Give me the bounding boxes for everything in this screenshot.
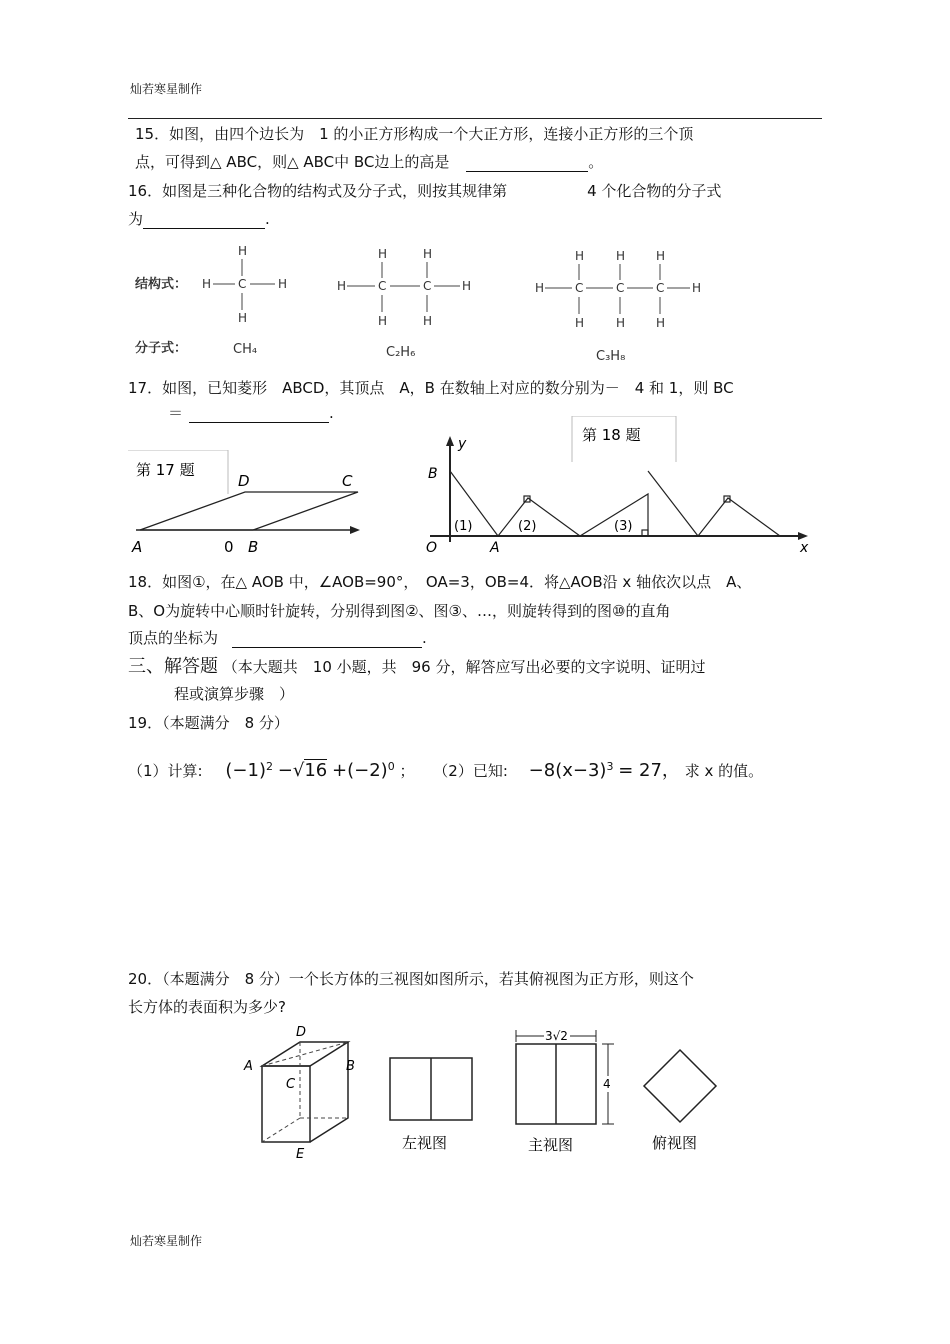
q17-eq: ＝ [168, 404, 184, 422]
q16-line1 [128, 181, 721, 201]
q18-text: 顶点的坐标为 [128, 629, 219, 647]
q19-expr2b: = 27， [618, 760, 680, 781]
cube-c-label: C [286, 1077, 296, 1092]
left-view-label: 左视图 [402, 1134, 448, 1152]
origin-label: O [426, 540, 438, 556]
q19-expr1: (−1) [225, 760, 266, 781]
cuboid [262, 1042, 348, 1142]
q19-exp2: 2 [265, 760, 273, 773]
q17-line2 [168, 403, 334, 423]
q19-radicand: 16 [304, 760, 328, 781]
q16-wei: 为 [128, 210, 144, 228]
q19-exp3: 3 [606, 760, 614, 773]
atom-c: C [616, 281, 625, 295]
q15-line2 [135, 152, 603, 172]
atom-h: H [575, 316, 585, 330]
q15-line1: 15．如图，由四个边长为 1 的小正方形构成一个大正方形，连接小正方形的三个顶 [135, 125, 694, 143]
atom-h: H [423, 247, 433, 261]
atom-h: H [423, 314, 433, 328]
fig17-caption: 第 17 题 [136, 461, 195, 479]
atom-h: H [656, 316, 666, 330]
q15-text: 点，可得到△ ABC，则△ ABC中 BC边上的高是 [135, 153, 450, 171]
top-view-square [644, 1050, 716, 1122]
front-view-label: 主视图 [528, 1136, 574, 1154]
q18-line1: 18．如图①，在△ AOB 中，∠AOB=90°， OA=3，OB=4．将△AOB沿 x 轴依次以点 A、 [128, 573, 752, 591]
q20-line1: 20．（本题满分 8 分）一个长方体的三视图如图所示，若其俯视图为正方形，则这个 [128, 970, 694, 988]
header-rule [128, 118, 822, 119]
atom-c: C [378, 279, 387, 293]
x-label: x [800, 540, 809, 556]
point-d-label: D [238, 472, 250, 490]
atom-h: H [616, 249, 626, 263]
chem-figure [130, 240, 730, 368]
footer-maker: 灿若寒星制作 [130, 1234, 203, 1248]
q20-line2: 长方体的表面积为多少? [128, 998, 286, 1016]
q17-end: . [329, 404, 334, 422]
point-a-label: A [132, 538, 143, 556]
formula-c2h6: C₂H₆ [386, 345, 416, 360]
q17-line1: 17．如图，已知菱形 ABCD，其顶点 A，B 在数轴上对应的数分别为－ 4 和 1，则 BC [128, 379, 734, 397]
q16-text-b: 4 个化合物的分子式 [587, 182, 722, 200]
atom-h: H [202, 277, 212, 291]
q19-exp0: 0 [387, 760, 395, 773]
q18-line2: B、O为旋转中心顺时针旋转，分别得到图②、图③、…，则旋转得到的图⑩的直角 [128, 602, 671, 620]
point-b-label: B [428, 466, 438, 482]
rhombus-abcd [140, 492, 358, 530]
q19-minus: − [277, 760, 293, 781]
q16-line2 [128, 209, 270, 229]
q16-end: . [265, 210, 270, 228]
q15-end: 。 [588, 153, 604, 171]
q19-expr2: −8(x−3) [528, 760, 607, 781]
atom-h: H [278, 277, 288, 291]
q17-answer-blank [189, 406, 329, 423]
triangle-3-label: (3) [614, 519, 633, 534]
sqrt-icon: √ [292, 760, 305, 781]
axis-arrow [350, 526, 360, 534]
cube-a-label: A [244, 1059, 253, 1074]
section3-title: 三、解答题 [128, 656, 218, 677]
atom-h: H [656, 249, 666, 263]
q18-answer-blank [232, 631, 422, 648]
q16-answer-blank [143, 212, 265, 229]
cube-b-label: B [346, 1059, 355, 1074]
front-view [516, 1044, 596, 1124]
top-view-label: 俯视图 [652, 1134, 698, 1152]
atom-h: H [575, 249, 585, 263]
section3-heading [128, 657, 706, 677]
origin-label: 0 [224, 538, 234, 556]
atom-h: H [238, 244, 248, 258]
q19-title: 19．（本题满分 8 分） [128, 714, 289, 732]
fig18-rotations [420, 416, 820, 558]
formula-ch4: CH₄ [233, 342, 258, 357]
section3-note2: 程或演算步骤 ） [174, 685, 295, 703]
header-maker: 灿若寒星制作 [130, 82, 203, 96]
q18-line3 [128, 628, 427, 648]
dim-width-label: 3√2 [545, 1029, 568, 1043]
atom-h: H [535, 281, 545, 295]
dim-height-label: 4 [603, 1077, 611, 1091]
fig20-three-views [236, 1022, 726, 1164]
q19-tail: 求 x 的值。 [684, 762, 764, 780]
q18-end: . [422, 629, 427, 647]
atom-h: H [337, 279, 347, 293]
cube-e-label: E [296, 1147, 305, 1162]
formula-label: 分子式： [135, 341, 188, 356]
atom-c: C [423, 279, 432, 293]
atom-h: H [378, 314, 388, 328]
x-axis-arrow [798, 532, 808, 540]
triangle-1-label: (1) [454, 519, 473, 534]
triangle-2-label: (2) [518, 519, 537, 534]
fig17-rhombus [128, 450, 368, 562]
atom-h: H [378, 247, 388, 261]
q19-part1-label: （1）计算: [128, 762, 203, 780]
atom-c: C [575, 281, 584, 295]
section3-note: （本大题共 10 小题，共 96 分，解答应写出必要的文字说明、证明过 [222, 658, 706, 676]
q15-answer-blank [466, 155, 588, 172]
point-b-label: B [248, 538, 259, 556]
atom-c: C [656, 281, 665, 295]
atom-h: H [462, 279, 472, 293]
q19-part2-label: （2）已知: [433, 762, 508, 780]
struct-label: 结构式： [135, 277, 188, 292]
formula-c3h8: C₃H₈ [596, 349, 626, 364]
q16-text: 16．如图是三种化合物的结构式及分子式，则按其规律第 [128, 182, 508, 200]
q19-expr1c: +(−2) [332, 760, 388, 781]
q19-semicolon: ； [399, 762, 415, 780]
left-view [390, 1058, 472, 1120]
cube-d-label: D [296, 1025, 307, 1040]
atom-h: H [692, 281, 702, 295]
atom-h: H [616, 316, 626, 330]
y-axis-arrow [446, 436, 454, 446]
q19-parts [128, 756, 763, 782]
y-label: y [458, 436, 467, 452]
fig18-caption: 第 18 题 [582, 426, 641, 444]
point-a-label: A [490, 540, 500, 556]
point-c-label: C [342, 472, 353, 490]
atom-c: C [238, 277, 247, 291]
atom-h: H [238, 311, 248, 325]
